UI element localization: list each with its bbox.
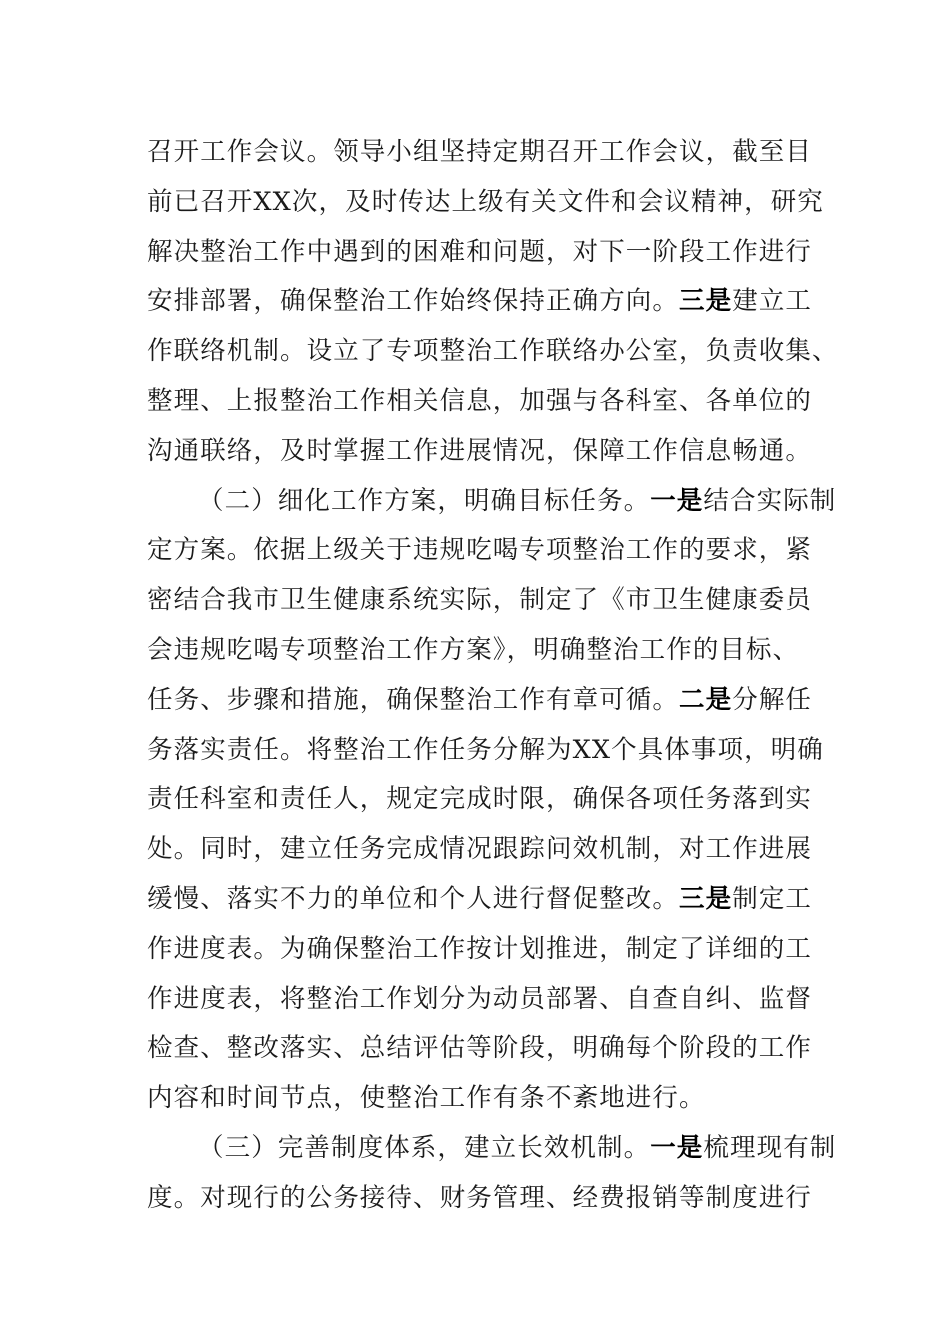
body-line: 内容和时间节点，使整治工作有条不紊地进行。 (147, 1083, 706, 1114)
body-line: 务落实责任。将整治工作任务分解为XX个具体事项，明确 (147, 734, 824, 765)
body-line: 度。对现行的公务接待、财务管理、经费报销等制度进行 (147, 1182, 813, 1213)
section-heading-text: （二）细化工作方案，明确目标任务。 (198, 485, 651, 516)
body-line: 整理、上报整治工作相关信息，加强与各科室、各单位的 (147, 385, 813, 416)
body-line: 作进度表，将整治工作划分为动员部署、自查自纠、监督 (147, 983, 813, 1014)
body-line (147, 676, 813, 726)
text-run: 任务、步骤和措施，确保整治工作有章可循。 (147, 684, 680, 715)
body-line: 作进度表。为确保整治工作按计划推进，制定了详细的工 (147, 933, 813, 964)
body-line: 检查、整改落实、总结评估等阶段，明确每个阶段的工作 (147, 1033, 813, 1064)
body-line: 责任科室和责任人，规定完成时限，确保各项任务落到实 (147, 784, 813, 815)
section-heading-line (147, 1124, 837, 1174)
body-line: 解决整治工作中遇到的困难和问题，对下一阶段工作进行 (147, 236, 813, 267)
text-run: 制定工 (732, 883, 813, 914)
emphasis-label: 一是 (650, 1132, 704, 1163)
body-line: 沟通联络，及时掌握工作进展情况，保障工作信息畅通。 (147, 435, 813, 466)
section-heading-text: （三）完善制度体系，建立长效机制。 (198, 1132, 651, 1163)
body-line: 前已召开XX次，及时传达上级有关文件和会议精神，研究 (147, 186, 824, 217)
body-line: 定方案。依据上级关于违规吃喝专项整治工作的要求，紧 (147, 535, 813, 566)
document-body (147, 128, 839, 1224)
body-line: 会违规吃喝专项整治工作方案》，明确整治工作的目标、 (147, 634, 800, 665)
emphasis-label: 二是 (679, 684, 733, 715)
emphasis-label: 三是 (679, 286, 733, 317)
body-line (147, 875, 813, 925)
section-heading-line (147, 477, 837, 527)
body-line: 密结合我市卫生健康系统实际，制定了《市卫生健康委员 (147, 585, 813, 616)
text-run: 缓慢、落实不力的单位和个人进行督促整改。 (147, 883, 680, 914)
emphasis-label: 一是 (650, 485, 704, 516)
body-line (147, 277, 813, 327)
text-run: 安排部署，确保整治工作始终保持正确方向。 (147, 286, 680, 317)
body-line: 作联络机制。设立了专项整治工作联络办公室，负责收集、 (147, 336, 839, 367)
emphasis-label: 三是 (679, 883, 733, 914)
text-run: 建立工 (732, 286, 813, 317)
body-line: 处。同时，建立任务完成情况跟踪问效机制，对工作进展 (147, 834, 813, 865)
text-run: 结合实际制 (703, 485, 837, 516)
text-run: 梳理现有制 (703, 1132, 837, 1163)
body-line: 召开工作会议。领导小组坚持定期召开工作会议，截至目 (147, 137, 813, 167)
text-run: 分解任 (732, 684, 813, 715)
